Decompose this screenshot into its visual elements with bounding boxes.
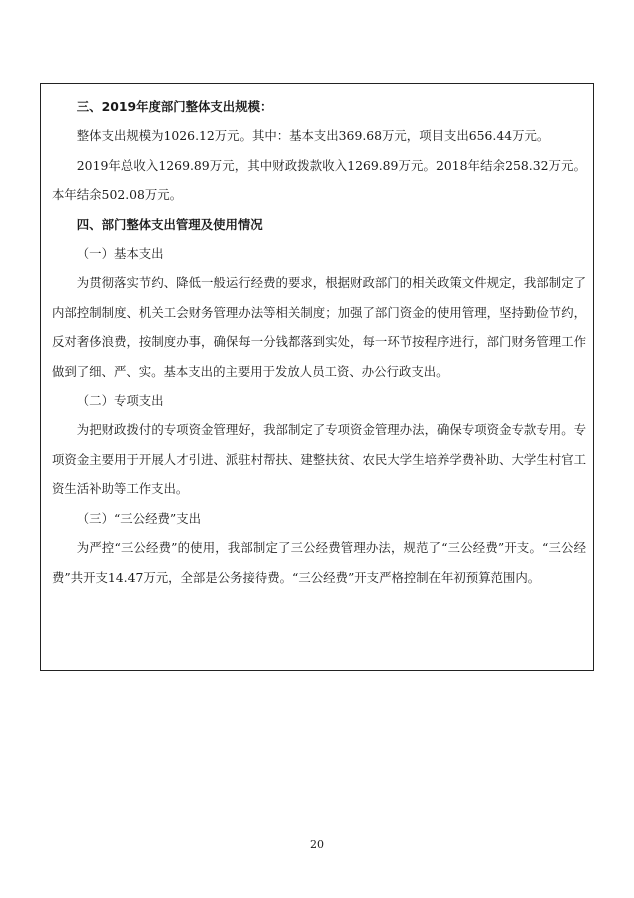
basic-expenditure-text: 为贯彻落实节约、降低一般运行经费的要求，根据财政部门的相关政策文件规定，我部制定了内部控制制度、机关工会财务管理办法等相关制度；加强了部门资金的使用管理，坚持勤俭节约，反对奢侈浪费，按制度办事，确保每一分钱都落到实处，每一环节按程序进行，部门财务管理工作做到了细、严、实。基本支出的主要用于发放人员工资、办公行政支出。 <box>52 275 586 379</box>
section3-paragraph-2: 2019年总收入1269.89万元，其中财政拨款收入1269.89万元。2018年结余258.32万元。本年结余502.08万元。 <box>52 157 586 203</box>
page-number: 20 <box>310 838 324 851</box>
section3-paragraph-1: 整体支出规模为1026.12万元。其中：基本支出369.68万元，项目支出656.44万元。 <box>76 128 550 144</box>
document-body <box>52 92 586 592</box>
basic-expenditure-title: （一）基本支出 <box>76 246 164 262</box>
section4-heading: 四、部门整体支出管理及使用情况 <box>76 216 263 232</box>
special-expenditure-text: 为把财政拨付的专项资金管理好，我部制定了专项资金管理办法，确保专项资金专款专用。专项资金主要用于开展人才引进、派驻村帮扶、建整扶贫、农民大学生培养学费补助、大学生村官工资生活补助等工作支出。 <box>52 422 586 497</box>
three-public-expenditure-text: 为严控“三公经费”的使用，我部制定了三公经费管理办法，规范了“三公经费”开支。“三公经费”共开支14.47万元，全部是公务接待费。“三公经费”开支严格控制在年初预算范围内。 <box>52 540 586 585</box>
section3-heading: 三、2019年度部门整体支出规模： <box>76 99 273 114</box>
special-expenditure-title: （二）专项支出 <box>76 393 164 409</box>
three-public-expenditure-title: （三）“三公经费”支出 <box>76 510 201 526</box>
